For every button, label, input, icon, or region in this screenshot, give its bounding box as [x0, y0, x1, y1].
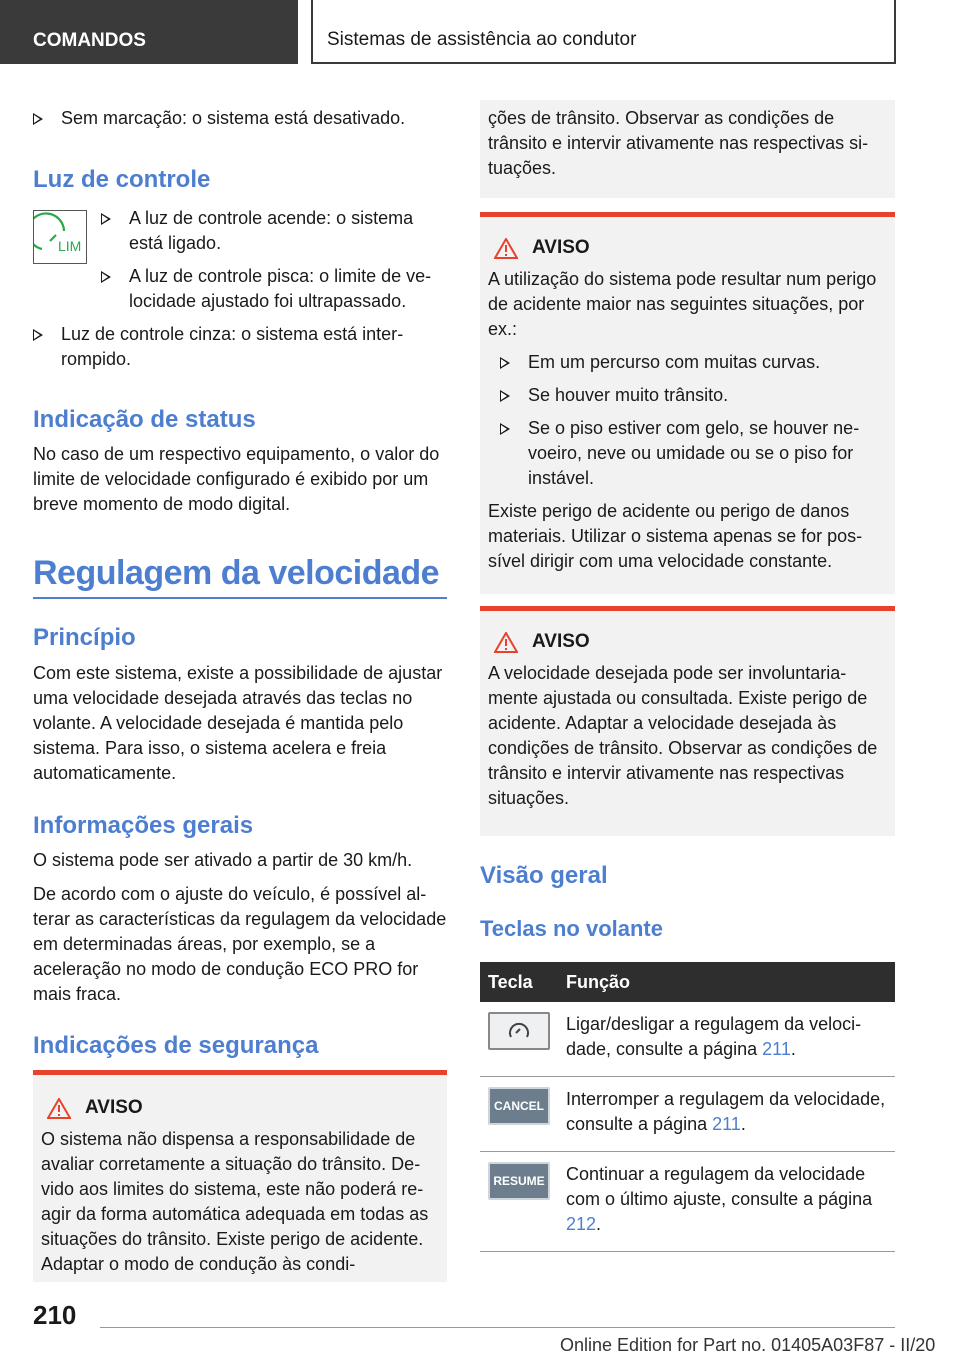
info-paragraph-1: O sistema pode ser ativado a partir de 30 km/h. [33, 850, 413, 870]
section-title: Sistemas de assistência ao condutor [327, 29, 637, 50]
speed-control-on-off-button-icon [488, 1012, 550, 1050]
key-cell [480, 1152, 558, 1252]
warning-box [480, 606, 895, 836]
warning-text: O sistema não dispensa a responsabilidade de avaliar corretamente a situação do trânsito. Devido aos limites do sistema, este não poderá reagir da forma automática adequada em todas as situações do trânsito. Existe perigo de acidente. Adaptar o modo de condução às condi- [41, 1129, 429, 1274]
chapter-tab [0, 0, 298, 64]
section-title-box [311, 0, 896, 64]
status-paragraph: No caso de um respectivo equipamento, o valor do limite de velocidade configurado é exibido por um breve momento de modo digital. [33, 444, 440, 514]
function-cell [558, 1077, 895, 1152]
warning-continuation-text: ções de trânsito. Observar as condições de trânsito e intervir ativamente nas respectivas situações. [488, 108, 869, 178]
heading-teclas-no-volante: Teclas no volante [480, 916, 663, 941]
function-text-end: . [740, 1114, 746, 1134]
triangle-bullet-icon [33, 329, 43, 341]
list-item-text: A luz de controle pisca: o limite de velocidade ajustado foi ultrapassado. [129, 266, 432, 311]
function-text: Ligar/desligar a regulagem da velocidade, consulte a página [566, 1014, 862, 1059]
list-item-text: Se o piso estiver com gelo, se houver nevoeiro, neve ou umidade ou se o piso for instável. [528, 418, 860, 488]
list-item-text: Em um percurso com muitas curvas. [528, 352, 821, 372]
heading-visao-geral: Visão geral [480, 862, 608, 889]
list-item [33, 322, 447, 372]
warning-text: A utilização do sistema pode resultar num perigo de acidente maior nas seguintes situações, por ex.: [488, 269, 877, 339]
warning-triangle-icon [494, 238, 518, 259]
list-item-text: Luz de controle cinza: o sistema está interrompido. [61, 324, 404, 369]
cancel-key-icon: CANCEL [488, 1087, 550, 1125]
triangle-bullet-icon [500, 423, 510, 435]
warning-title [47, 1097, 439, 1119]
table-row [480, 1077, 895, 1152]
list-item-text: Se houver muito trânsito. [528, 385, 729, 405]
list-item-text: Sem marcação: o sistema está desativado. [61, 108, 406, 128]
column-header-function: Função [558, 962, 895, 1002]
triangle-bullet-icon [101, 213, 111, 225]
key-cell [480, 1002, 558, 1077]
warning-continuation [480, 100, 895, 198]
warning-label: AVISO [532, 237, 590, 258]
page-link[interactable]: 212 [566, 1214, 597, 1234]
heading-principio: Princípio [33, 624, 136, 651]
list-item [101, 206, 447, 256]
table-header-row [480, 962, 895, 1002]
limit-indicator-icon [33, 210, 87, 264]
edition-note: Online Edition for Part no. 01405A03F87 - II/20 [560, 1335, 936, 1355]
column-header-key: Tecla [480, 962, 558, 1002]
info-paragraph-2: De acordo com o ajuste do veículo, é possível alterar as características da regulagem da velocidade em determinadas áreas, por exemplo, se a aceleração no modo de condução ECO PRO for mais fraca. [33, 884, 447, 1004]
key-cell [480, 1077, 558, 1152]
warning-triangle-icon [47, 1098, 71, 1119]
title-underline [33, 597, 447, 599]
warning-text: A velocidade desejada pode ser involuntariamente ajustada ou consultada. Existe perigo de acidente. Adaptar a velocidade desejada às condições de trânsito. Observar as condições de trânsito e intervir ativamente nas respectivas situações. [488, 663, 878, 808]
footer-divider [100, 1327, 895, 1328]
warning-title [494, 237, 887, 259]
warning-box [480, 212, 895, 594]
heading-informacoes-gerais: Informações gerais [33, 812, 254, 839]
heading-indicacoes-seguranca: Indicações de segurança [33, 1032, 319, 1059]
triangle-bullet-icon [500, 390, 510, 402]
warning-title [494, 631, 887, 653]
page-title: Regulagem da velocidade [33, 554, 440, 592]
heading-indicacao-status: Indicação de status [33, 406, 256, 433]
function-cell [558, 1002, 895, 1077]
warning-label: AVISO [532, 631, 590, 652]
table-row [480, 1152, 895, 1252]
warning-triangle-icon [494, 632, 518, 653]
warning-label: AVISO [85, 1097, 143, 1118]
function-text-end: . [790, 1039, 796, 1059]
function-text: Interromper a regulagem da velocidade, consulte a página [566, 1089, 886, 1134]
triangle-bullet-icon [500, 357, 510, 369]
page-link[interactable]: 211 [762, 1039, 791, 1059]
warning-text: Existe perigo de acidente ou perigo de danos materiais. Utilizar o sistema apenas se for possível dirigir com uma velocidade constante. [488, 501, 863, 571]
svg-text:LIM: LIM [58, 238, 82, 254]
list-item [500, 416, 887, 491]
page-number: 210 [33, 1300, 77, 1330]
function-text: Continuar a regulagem da velocidade com o último ajuste, consulte a página [566, 1164, 873, 1209]
list-item-text: A luz de controle acende: o sistema está ligado. [129, 208, 414, 253]
list-item [500, 383, 887, 408]
function-text-end: . [596, 1214, 602, 1234]
list-item [500, 350, 887, 375]
triangle-bullet-icon [33, 113, 43, 125]
table-row [480, 1002, 895, 1077]
page-link[interactable]: 211 [712, 1114, 741, 1134]
list-item [33, 106, 447, 131]
function-cell [558, 1152, 895, 1252]
chapter-label: COMANDOS [33, 30, 146, 51]
resume-key-icon: RESUME [488, 1162, 550, 1200]
heading-luz-de-controle: Luz de controle [33, 166, 211, 193]
keys-table [480, 962, 895, 1252]
principio-paragraph: Com este sistema, existe a possibilidade de ajustar uma velocidade desejada através das teclas no volante. A velocidade desejada é mantida pelo sistema. Para isso, o sistema acelera e freia automaticamente. [33, 663, 443, 783]
warning-box [33, 1070, 447, 1282]
list-item [101, 264, 447, 314]
triangle-bullet-icon [101, 271, 111, 283]
